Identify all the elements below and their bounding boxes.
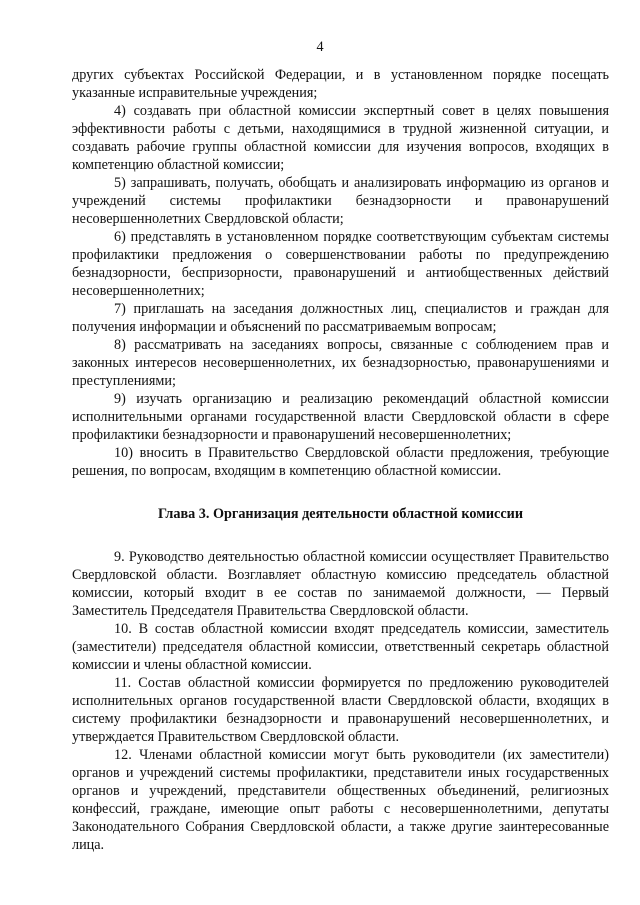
page-number: 4 (316, 39, 324, 55)
article-items-block (72, 66, 609, 480)
paragraph: 9. Руководство деятельностью областной комиссии осуществляет Правительство Свердловской области. Возглавляет областную комиссию председатель областной комиссии, который входит в ее состав по занимаемой должности, — Первый Заместитель Председателя Правительства Свердловской области. (72, 549, 609, 619)
paragraph: 7) приглашать на заседания должностных лиц, специалистов и граждан для получения информации и объяснений по рассматриваемым вопросам; (72, 301, 609, 335)
paragraph: 4) создавать при областной комиссии экспертный совет в целях повышения эффективности работы с детьми, находящимися в трудной жизненной ситуации, и создавать рабочие группы областной комиссии для изучения вопросов, входящих в компетенцию областной комиссии; (72, 103, 609, 173)
paragraph: 12. Членами областной комиссии могут быть руководители (их заместители) органов и учреждений системы профилактики, представители иных государственных органов и учреждений, представители общественных объединений, религиозных конфессий, граждане, имеющие опыт работы с несовершеннолетними, депутаты Законодательного Собрания Свердловской области, а также другие заинтересованные лица. (72, 747, 609, 853)
paragraph: 9) изучать организацию и реализацию рекомендаций областной комиссии исполнительными органами государственной власти Свердловской области в сфере профилактики безнадзорности и правонарушений несовершеннолетних; (72, 391, 609, 443)
paragraph: 5) запрашивать, получать, обобщать и анализировать информацию из органов и учреждений системы профилактики безнадзорности и правонарушений несовершеннолетних Свердловской области; (72, 175, 609, 227)
document-body (72, 66, 609, 854)
paragraph: 10) вносить в Правительство Свердловской области предложения, требующие решения, по вопросам, входящим в компетенцию областной комиссии. (72, 445, 609, 479)
paragraph: 8) рассматривать на заседаниях вопросы, связанные с соблюдением прав и законных интересов несовершеннолетних, их безнадзорностью, правонарушениями и преступлениями; (72, 337, 609, 389)
chapter-paragraphs-block (72, 548, 609, 854)
paragraph: других субъектах Российской Федерации, и в установленном порядке посещать указанные исправительные учреждения; (72, 67, 609, 101)
paragraph: 11. Состав областной комиссии формируется по предложению руководителей исполнительных органов государственной власти Свердловской области, входящих в систему профилактики безнадзорности и правонарушений несовершеннолетних, и утверждается Правительством Свердловской области. (72, 675, 609, 745)
paragraph: 6) представлять в установленном порядке соответствующим субъектам системы профилактики предложения о совершенствовании работы по предупреждению безнадзорности, беспризорности, правонарушений и антиобщественных действий несовершеннолетних; (72, 229, 609, 299)
paragraph: 10. В состав областной комиссии входят председатель комиссии, заместитель (заместители) председателя областной комиссии, ответственный секретарь областной комиссии и члены областной комиссии. (72, 621, 609, 673)
chapter-heading: Глава 3. Организация деятельности областной комиссии (157, 506, 523, 522)
